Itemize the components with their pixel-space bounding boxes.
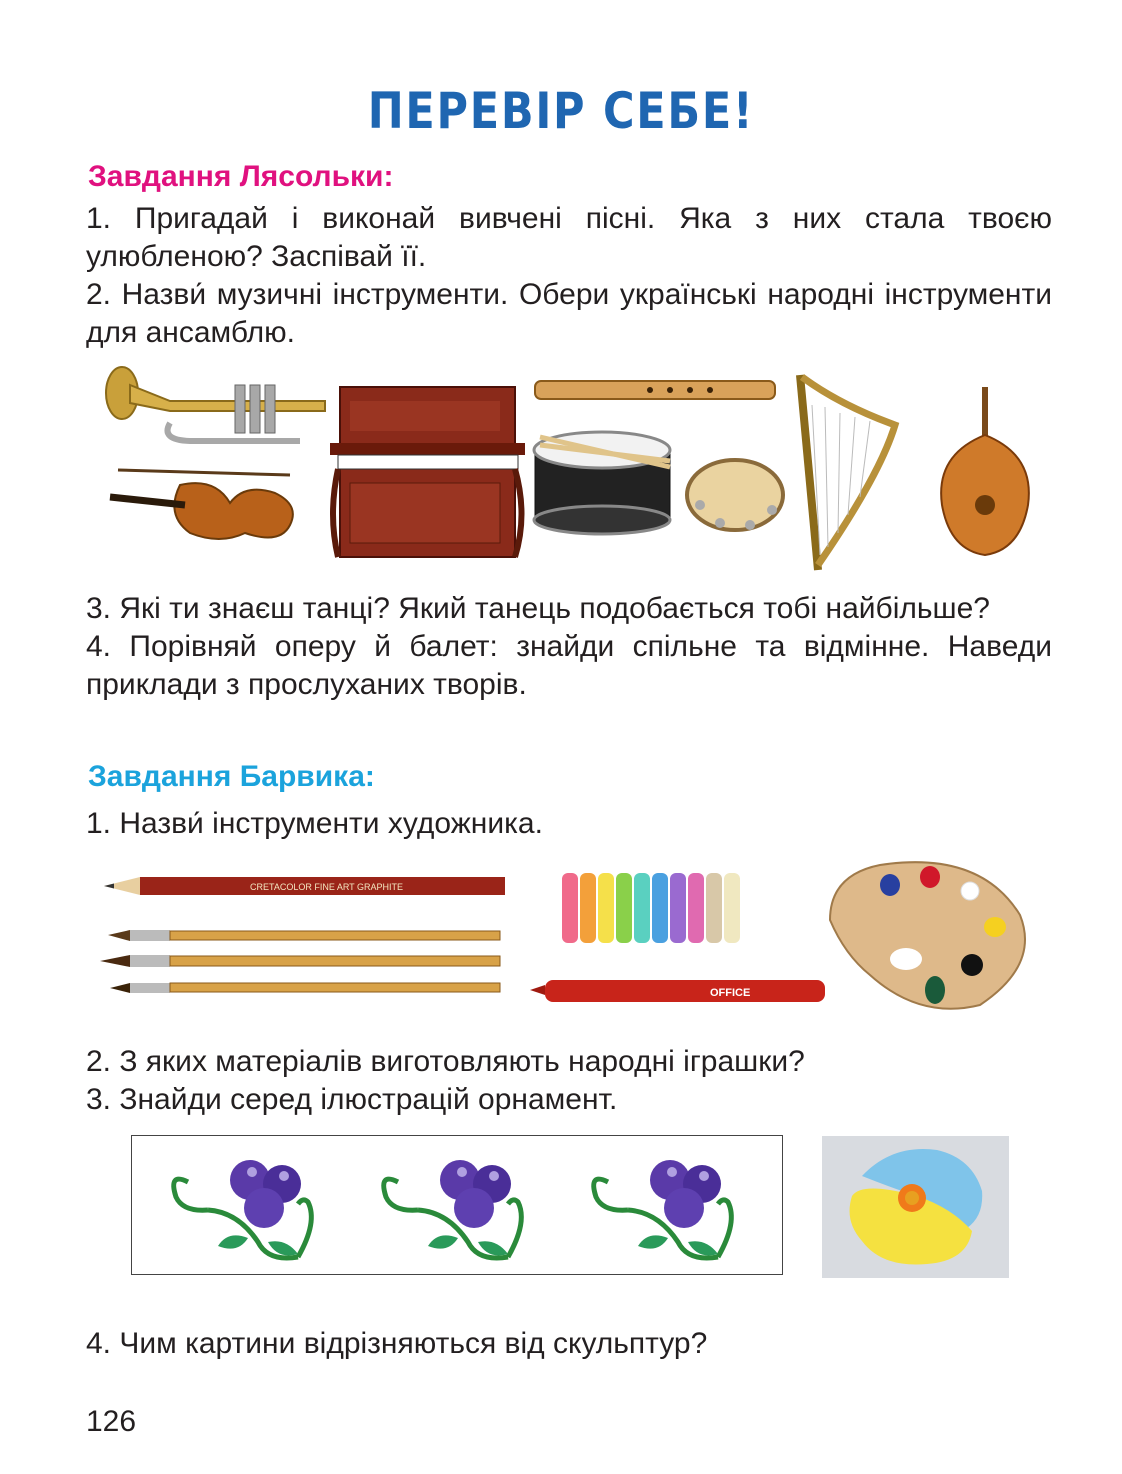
lyasolka-tasks-1-2	[86, 200, 1052, 352]
lyasolka-task-1: 1. Пригадай і виконай вивчені пісні. Яка з них стала твоєю улюбленою? Заспівай її.	[86, 202, 1052, 273]
flute-icon	[535, 381, 775, 399]
barvyk-task-4: 4. Чим картини відрізняються від скульптур?	[86, 1327, 708, 1360]
bandura-icon	[941, 387, 1029, 555]
palette-icon	[830, 862, 1025, 1009]
harp-icon	[800, 375, 895, 570]
marker-icon	[530, 980, 825, 1002]
lyasolka-task-4: 4. Порівняй оперу й балет: знайди спільне та відмінне. Наведи приклади з прослуханих творів.	[86, 630, 1052, 701]
piano-icon	[330, 387, 525, 557]
page-number: 126	[86, 1405, 137, 1438]
violin-icon	[110, 470, 293, 539]
art-tools-illustration	[100, 855, 1030, 1020]
lyasolka-task-3: 3. Які ти знаєш танці? Який танець подобається тобі найбільше?	[86, 592, 990, 625]
tambourine-icon	[687, 460, 783, 530]
barvyk-task-2: 2. З яких матеріалів виготовляють народні іграшки?	[86, 1045, 805, 1078]
lyasolka-tasks-3-4	[86, 590, 1052, 704]
drum-icon	[534, 432, 670, 534]
marker-label: OFFICE	[710, 987, 751, 999]
pencil-label: CRETACOLOR FINE ART GRAPHITE	[250, 882, 404, 892]
lyasolka-task-2: 2. Назви́ музичні інструменти. Обери українські народні інструменти для ансамблю.	[86, 278, 1052, 349]
pencil-icon	[104, 877, 505, 895]
barvyk-task-3: 3. Знайди серед ілюстрацій орнамент.	[86, 1083, 618, 1116]
barvyk-tasks-2-3	[86, 1043, 1052, 1119]
ornament-motif-1	[174, 1160, 312, 1258]
sculpted-flower-illustration	[822, 1136, 1009, 1278]
trumpet-icon	[106, 367, 325, 441]
lyasolka-heading: Завдання Лясольки:	[88, 160, 394, 193]
ornament-illustration	[133, 1137, 781, 1273]
page-title: ПЕРЕВІР СЕБЕ!	[367, 82, 755, 140]
chalk-icon	[562, 873, 740, 943]
barvyk-heading: Завдання Барвика:	[88, 760, 375, 793]
ornament-motif-3	[594, 1160, 732, 1258]
ornament-motif-2	[384, 1160, 522, 1258]
barvyk-task-1: 1. Назви́ інструменти художника.	[86, 807, 543, 840]
musical-instruments-illustration	[100, 365, 1030, 580]
brushes-icon	[100, 930, 500, 993]
